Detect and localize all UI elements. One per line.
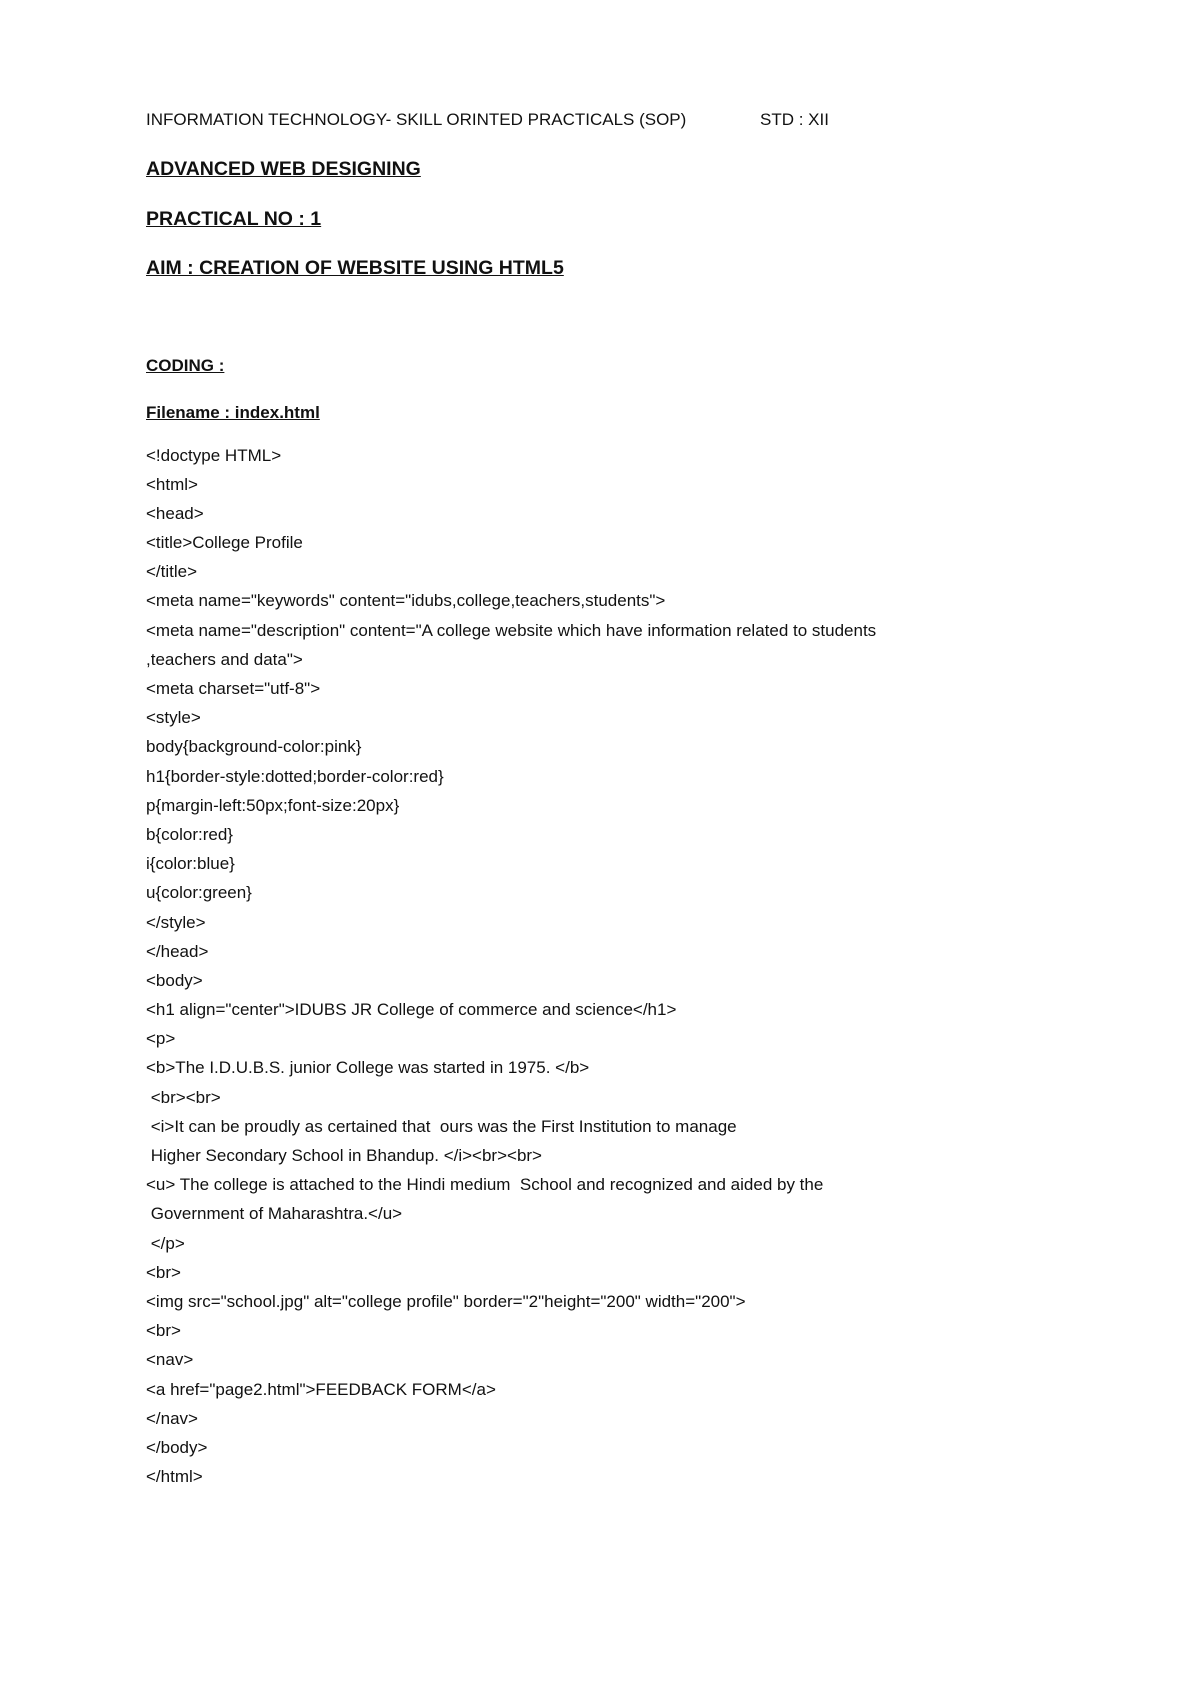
code-line: p{margin-left:50px;font-size:20px} xyxy=(146,795,400,815)
code-line: </html> xyxy=(146,1467,203,1487)
code-line: <img src="school.jpg" alt="college profile" border="2"height="200" width="200"> xyxy=(146,1291,746,1311)
standard-label: STD : XII xyxy=(760,110,829,129)
code-line: <html> xyxy=(146,474,198,494)
code-line: <head> xyxy=(146,503,204,523)
code-line: <nav> xyxy=(146,1350,194,1370)
code-line: b{color:red} xyxy=(146,824,233,844)
code-line: </title> xyxy=(146,562,198,582)
code-line: h1{border-style:dotted;border-color:red} xyxy=(146,766,444,786)
code-line: </body> xyxy=(146,1437,208,1457)
code-line: i{color:blue} xyxy=(146,854,235,874)
document-header xyxy=(146,110,1106,134)
code-line: </p> xyxy=(146,1233,185,1253)
filename-heading: Filename : index.html xyxy=(146,402,320,422)
code-line: <h1 align="center">IDUBS JR College of commerce and science</h1> xyxy=(146,1000,677,1020)
code-listing xyxy=(146,441,1106,1492)
code-line: <!doctype HTML> xyxy=(146,445,282,465)
code-line: <br> xyxy=(146,1262,181,1282)
code-line: <u> The college is attached to the Hindi medium School and recognized and aided by the xyxy=(146,1175,824,1195)
code-line: </style> xyxy=(146,912,206,932)
code-line: <style> xyxy=(146,708,201,728)
code-line: body{background-color:pink} xyxy=(146,737,362,757)
code-line: Government of Maharashtra.</u> xyxy=(146,1204,403,1224)
subject-heading: ADVANCED WEB DESIGNING xyxy=(146,158,421,180)
code-line: <meta name="description" content="A college website which have information related to students xyxy=(146,620,877,640)
code-line: <body> xyxy=(146,970,203,990)
course-title: INFORMATION TECHNOLOGY- SKILL ORINTED PRACTICALS (SOP) xyxy=(146,110,687,129)
code-line: <br> xyxy=(146,1321,181,1341)
code-line: <meta name="keywords" content="idubs,college,teachers,students"> xyxy=(146,591,666,611)
document-page xyxy=(146,110,1106,1491)
coding-heading: CODING : xyxy=(146,355,225,375)
code-line: <b>The I.D.U.B.S. junior College was started in 1975. </b> xyxy=(146,1058,590,1078)
code-line: </head> xyxy=(146,941,209,961)
code-line: u{color:green} xyxy=(146,883,252,903)
aim-heading: AIM : CREATION OF WEBSITE USING HTML5 xyxy=(146,257,564,279)
code-line: <a href="page2.html">FEEDBACK FORM</a> xyxy=(146,1379,496,1399)
code-line: Higher Secondary School in Bhandup. </i><br><br> xyxy=(146,1146,542,1165)
code-line: </nav> xyxy=(146,1408,198,1428)
code-line: <p> xyxy=(146,1029,176,1049)
code-line: <meta charset="utf-8"> xyxy=(146,679,321,698)
code-line: <br><br> xyxy=(146,1087,221,1107)
code-line: <i>It can be proudly as certained that ours was the First Institution to manage xyxy=(146,1116,737,1136)
code-line: <title>College Profile xyxy=(146,533,303,553)
code-line: ,teachers and data"> xyxy=(146,649,303,669)
practical-number-heading: PRACTICAL NO : 1 xyxy=(146,207,322,230)
